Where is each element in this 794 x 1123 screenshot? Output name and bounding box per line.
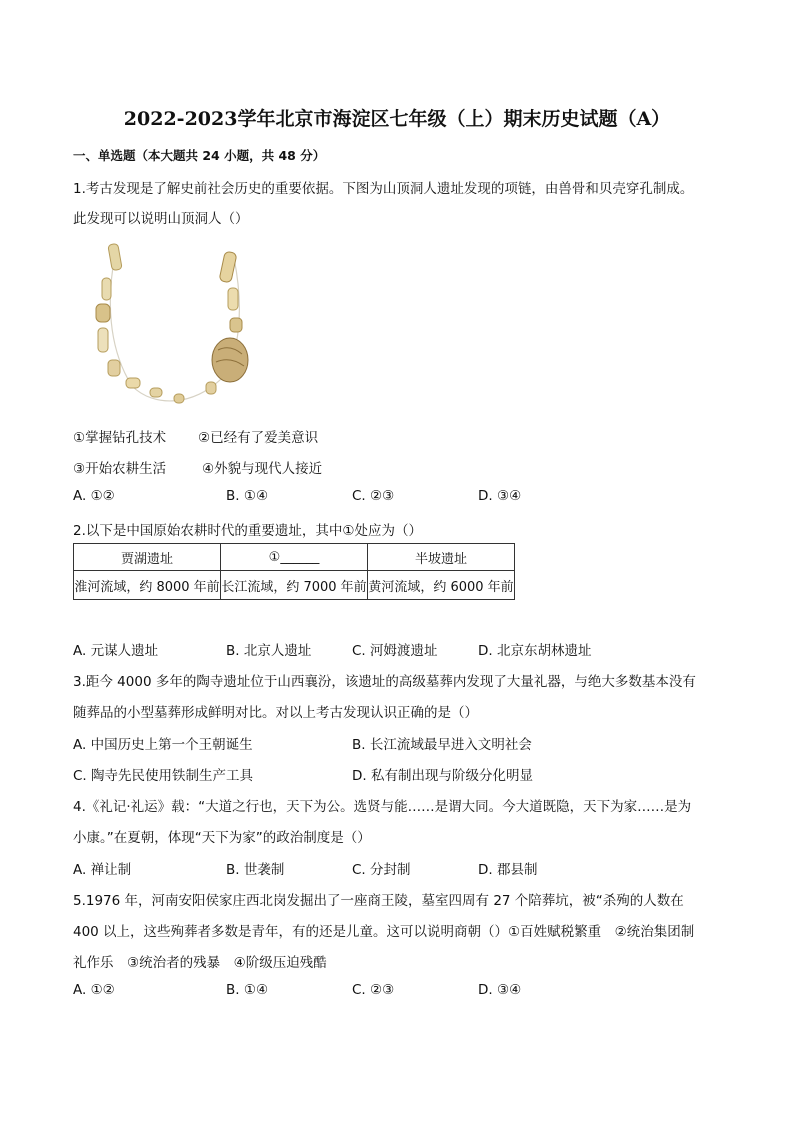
q1-option-d[interactable]: D. ③④ xyxy=(478,488,522,504)
q1-statement-1: ①掌握钻孔技术 xyxy=(73,430,167,446)
q5-stem-line2: 400 以上，这些殉葬者多数是青年，有的还是儿童。这可以说明商朝（）①百姓赋税繁重 ②统治集团制 xyxy=(73,924,695,940)
necklace-image xyxy=(84,238,274,416)
q4-stem-line2: 小康。”在夏朝，体现“天下为家”的政治制度是（） xyxy=(73,830,371,846)
q1-statement-3: ③开始农耕生活 xyxy=(73,461,167,477)
q2-option-a[interactable]: A. 元谋人遗址 xyxy=(73,643,159,659)
table-header-cell: 贾湖遗址 xyxy=(74,544,221,571)
q3-option-c[interactable]: C. 陶寺先民使用铁制生产工具 xyxy=(73,768,254,784)
table-header-cell: 半坡遗址 xyxy=(368,544,515,571)
table-cell: 黄河流域，约 6000 年前 xyxy=(368,571,515,600)
q2-option-b[interactable]: B. 北京人遗址 xyxy=(226,643,312,659)
q3-option-a[interactable]: A. 中国历史上第一个王朝诞生 xyxy=(73,737,253,753)
q2-option-d[interactable]: D. 北京东胡林遗址 xyxy=(478,643,592,659)
q2-stem: 2.以下是中国原始农耕时代的重要遗址，其中①处应为（） xyxy=(73,523,422,539)
q1-statement-2: ②已经有了爱美意识 xyxy=(198,430,319,446)
q3-option-b[interactable]: B. 长江流域最早进入文明社会 xyxy=(352,737,532,753)
q2-table xyxy=(73,543,515,600)
q1-option-c[interactable]: C. ②③ xyxy=(352,488,395,504)
section-heading: 一、单选题（本大题共 24 小题，共 48 分） xyxy=(73,148,326,163)
q2-option-c[interactable]: C. 河姆渡遗址 xyxy=(352,643,438,659)
q1-option-b[interactable]: B. ①④ xyxy=(226,488,269,504)
q1-option-a[interactable]: A. ①② xyxy=(73,488,115,504)
table-header-cell: ①______ xyxy=(221,544,368,571)
q4-option-c[interactable]: C. 分封制 xyxy=(352,862,411,878)
q5-stem-line1: 5.1976 年，河南安阳侯家庄西北岗发掘出了一座商王陵，墓室四周有 27 个陪葬坑，被“杀殉的人数在 xyxy=(73,893,684,909)
q5-option-d[interactable]: D. ③④ xyxy=(478,982,522,998)
table-cell: 长江流域，约 7000 年前 xyxy=(221,571,368,600)
q5-option-c[interactable]: C. ②③ xyxy=(352,982,395,998)
q4-option-d[interactable]: D. 郡县制 xyxy=(478,862,538,878)
q4-stem-line1: 4.《礼记·礼运》载：“大道之行也，天下为公。选贤与能……是谓大同。今大道既隐，天下为家……是为 xyxy=(73,799,692,815)
q1-stem-line1: 1.考古发现是了解史前社会历史的重要依据。下图为山顶洞人遗址发现的项链，由兽骨和贝壳穿孔制成。 xyxy=(73,181,694,197)
table-cell: 淮河流域，约 8000 年前 xyxy=(74,571,221,600)
q3-stem-line2: 随葬品的小型墓葬形成鲜明对比。对以上考古发现认识正确的是（） xyxy=(73,705,478,721)
q4-option-b[interactable]: B. 世袭制 xyxy=(226,862,285,878)
q3-stem-line1: 3.距今 4000 多年的陶寺遗址位于山西襄汾，该遗址的高级墓葬内发现了大量礼器，与绝大多数基本没有 xyxy=(73,674,696,690)
q5-stem-line3: 礼作乐 ③统治者的残暴 ④阶级压迫残酷 xyxy=(73,955,327,971)
q5-option-a[interactable]: A. ①② xyxy=(73,982,115,998)
q4-option-a[interactable]: A. 禅让制 xyxy=(73,862,132,878)
page-title: 2022-2023学年北京市海淀区七年级（上）期末历史试题（A） xyxy=(123,108,671,130)
q3-option-d[interactable]: D. 私有制出现与阶级分化明显 xyxy=(352,768,533,784)
q1-stem-line2: 此发现可以说明山顶洞人（） xyxy=(73,211,249,227)
q5-option-b[interactable]: B. ①④ xyxy=(226,982,269,998)
q1-statement-4: ④外貌与现代人接近 xyxy=(202,461,323,477)
